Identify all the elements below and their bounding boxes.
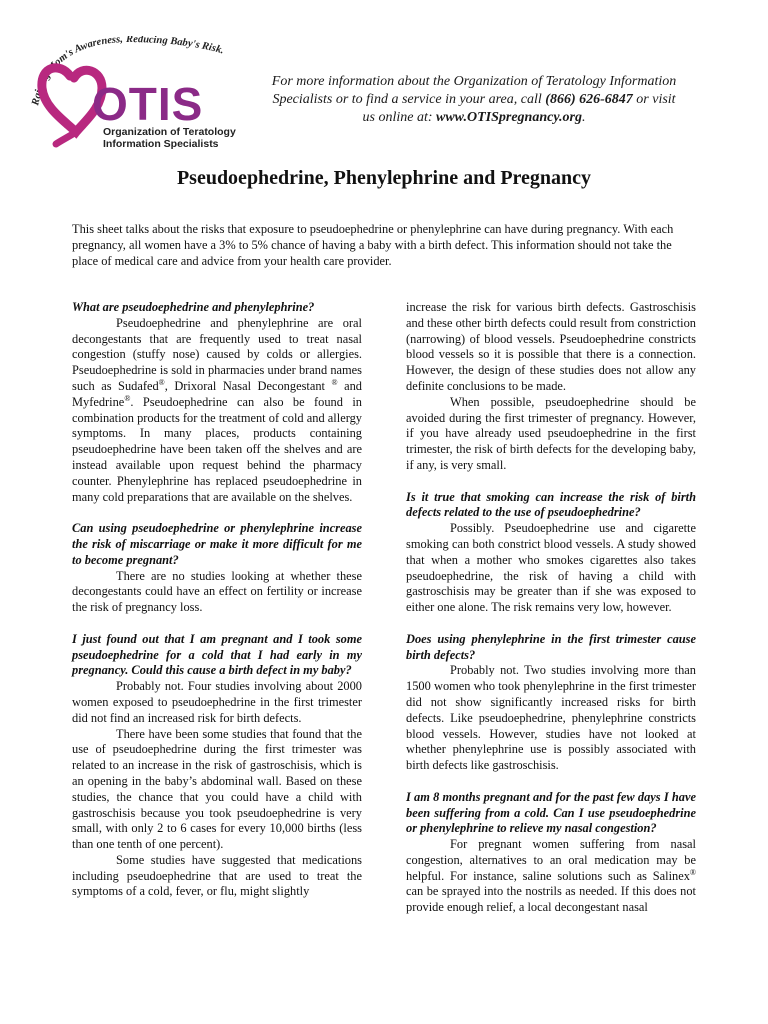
answer-birth-defect-b: There have been some studies that found that the use of pseudoephedrine during the first trimester was related to an increase in the risk of gastroschisis, which is an opening in the baby’s abdominal wall. Based on these studies, the chance that you could have a child with gastroschisis because you took pseudoephedrine is very small, with only 2 to 6 cases for every 10,000 births (less than one tenth of one percent). bbox=[72, 726, 362, 852]
question-smoking: Is it true that smoking can increase the risk of birth defects related to the use of pseudoephedrine? bbox=[406, 489, 696, 520]
answer-what-are: Pseudoephedrine and phenylephrine are oral decongestants that are frequently used to treat nasal congestion (stuffy nose) caused by colds or allergies. Pseudoephedrine is sold in pharmacies under brand names such as Sudafed®, Drixoral Nasal Decongestant ® and Myfedrine®. Pseudoephedrine can also be found in combination products for the treatment of cold and allergy symptoms. In many places, products containing pseudoephedrine have been taken off the shelves and are instead available upon request behind the pharmacy counter. Phenylephrine has replaced pseudoephedrine in many cold preparations that are available on the shelves. bbox=[72, 315, 362, 504]
left-column bbox=[72, 300, 362, 900]
logo-org-line1: Organization of Teratology bbox=[103, 126, 236, 138]
answer-phenylephrine: Probably not. Two studies involving more than 1500 women who took phenylephrine in the first trimester did not show significantly increased risks for birth defects. Like pseudoephedrine, phenylephrine constricts blood vessels. However, studies have not looked at whether phenylephrine use is possibly associated with birth defects like gastroschisis. bbox=[406, 663, 696, 773]
contact-info bbox=[250, 73, 698, 127]
logo-tagline: Raising Mom's Awareness, Reducing Baby's Risk. bbox=[30, 36, 226, 107]
logo-org-line2: Information Specialists bbox=[103, 138, 219, 150]
continued-paragraph-2: When possible, pseudoephedrine should be avoided during the first trimester of pregnancy. However, if you have already used pseudoephedrine in the first trimester, the risk of birth defects for the developing baby, if any, is very small. bbox=[406, 394, 696, 472]
website-link[interactable]: www.OTISpregnancy.org bbox=[436, 110, 582, 125]
contact-line-2: Specialists or to find a service in your area, call (866) 626-6847 or visit bbox=[272, 92, 676, 107]
answer-miscarriage: There are no studies looking at whether these decongestants could have an effect on fertility or increase the risk of pregnancy loss. bbox=[72, 568, 362, 615]
answer-8-months: For pregnant women suffering from nasal congestion, alternatives to an oral medication may be helpful. For instance, saline solutions such as Salinex® can be sprayed into the nostrils as needed. If this does not provide enough relief, a local decongestant nasal bbox=[406, 837, 696, 915]
continued-paragraph-1: increase the risk for various birth defects. Gastroschisis and these other birth defects could result from constriction (narrowing) of blood vessels. Pseudoephedrine constricts blood vessels so it is possible that there is a connection. However, the design of these studies does not allow any definite conclusions to be made. bbox=[406, 300, 696, 393]
phone-number[interactable]: (866) 626-6847 bbox=[545, 92, 633, 107]
answer-birth-defect-a: Probably not. Four studies involving about 2000 women exposed to pseudoephedrine in the first trimester did not find an increased risk for birth defects. bbox=[72, 679, 362, 725]
contact-line-3: us online at: www.OTISpregnancy.org. bbox=[362, 110, 586, 125]
logo-wordmark: OTIS bbox=[92, 78, 204, 130]
question-8-months: I am 8 months pregnant and for the past few days I have been suffering from a cold. Can I use pseudoephedrine or phenylephrine to relieve my nasal congestion? bbox=[406, 789, 696, 836]
right-column bbox=[406, 300, 696, 916]
otis-logo bbox=[30, 36, 240, 154]
question-miscarriage: Can using pseudoephedrine or phenylephrine increase the risk of miscarriage or make it more difficult for me to become pregnant? bbox=[72, 521, 362, 567]
question-what-are: What are pseudoephedrine and phenylephrine? bbox=[72, 300, 315, 314]
answer-smoking: Possibly. Pseudoephedrine use and cigarette smoking can both constrict blood vessels. A study showed that when a mother who smokes cigarettes also takes pseudoephedrine, the risk of having a child with gastroschisis may be greater than if she was exposed to either one alone. The risk remains very low, however. bbox=[406, 521, 696, 615]
otis-logo-graphic bbox=[30, 36, 240, 154]
question-birth-defect: I just found out that I am pregnant and I took some pseudoephedrine for a cold that I had early in my pregnancy. Could this cause a birth defect in my baby? bbox=[72, 631, 362, 678]
answer-birth-defect-c: Some studies have suggested that medications including pseudoephedrine that are used to treat the symptoms of a cold, fever, or flu, might slightly bbox=[72, 852, 362, 899]
page-title: Pseudoephedrine, Phenylephrine and Pregnancy bbox=[176, 167, 592, 189]
heart-ribbon-tail-icon bbox=[56, 132, 76, 144]
contact-line-1: For more information about the Organization of Teratology Information bbox=[271, 74, 677, 89]
question-phenylephrine: Does using phenylephrine in the first trimester cause birth defects? bbox=[406, 631, 696, 662]
intro-paragraph: This sheet talks about the risks that exposure to pseudoephedrine or phenylephrine can have during pregnancy. With each pregnancy, all women have a 3% to 5% chance of having a baby with a birth defect. This information should not take the place of medical care and advice from your health care provider. bbox=[72, 222, 674, 268]
